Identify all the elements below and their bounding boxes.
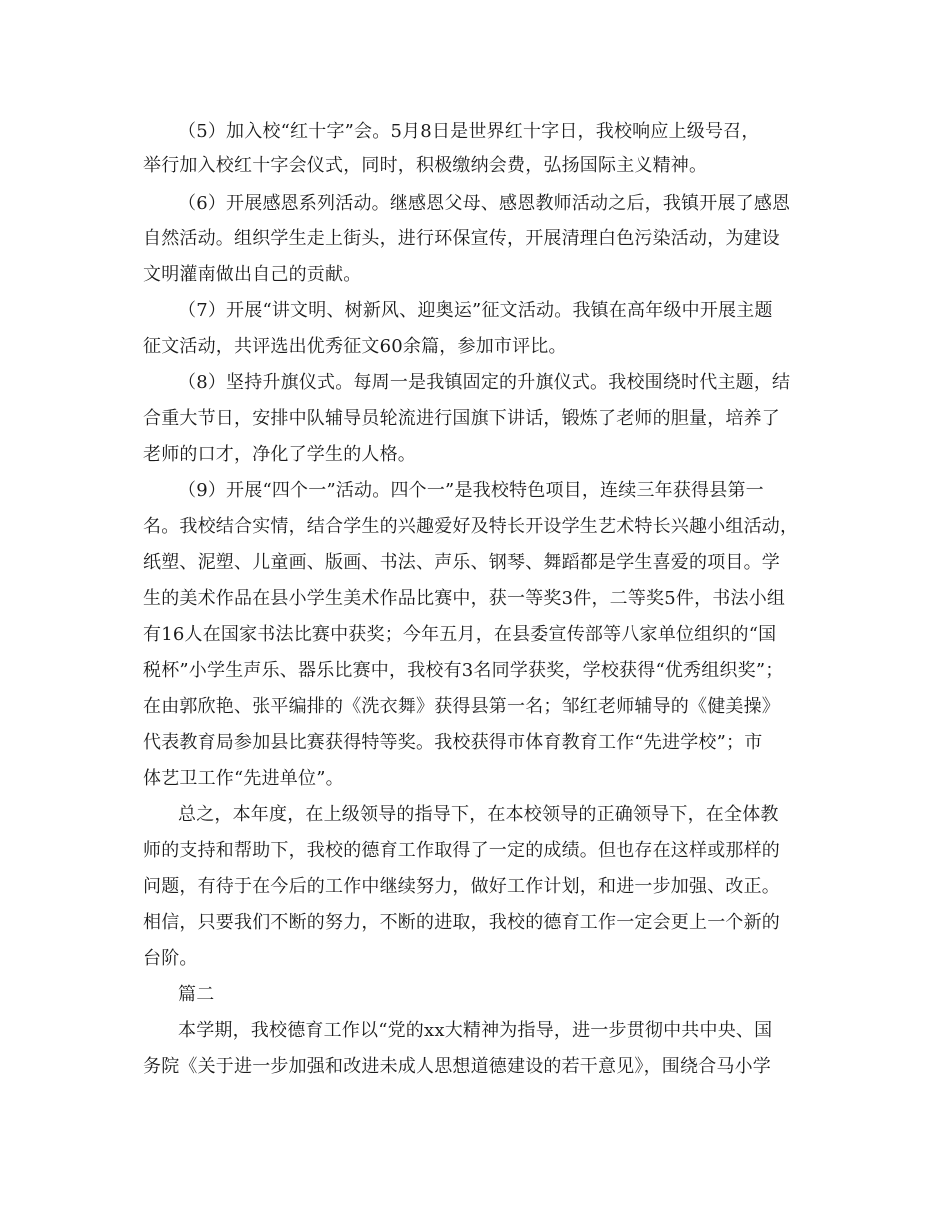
text-line: 合重大节日，安排中队辅导员轮流进行国旗下讲话，锻炼了老师的胆量，培养了 [143,408,780,429]
text-line: 台阶。 [143,948,198,969]
text-line: （6）开展感恩系列活动。继感恩父母、感恩教师活动之后，我镇开展了感恩 [178,193,791,214]
text-line: 务院《关于进一步加强和改进未成人思想道德建设的若干意见》，围绕合马小学 [143,1056,771,1077]
text-line: 体艺卫工作“先进单位”。 [143,768,344,789]
text-line: 自然活动。组织学生走上街头，进行环保宣传，开展清理白色污染活动，为建设 [143,228,780,249]
text-line: 纸塑、泥塑、儿童画、版画、书法、声乐、钢琴、舞蹈都是学生喜爱的项目。学 [143,552,780,573]
text-line: （7）开展“讲文明、树新风、迎奥运”征文活动。我镇在高年级中开展主题 [178,300,773,321]
text-line: 问题，有待于在今后的工作中继续努力，做好工作计划，和进一步加强、改正。 [143,876,780,897]
text-line: 师的支持和帮助下，我校的德育工作取得了一定的成绩。但也存在这样或那样的 [143,840,780,861]
text-line: （9）开展“四个一”活动。四个一”是我校特色项目，连续三年获得县第一 [178,480,764,501]
text-line: 文明灌南做出自己的贡献。 [143,264,362,285]
text-line: 本学期，我校德育工作以“党的xx大精神为指导，进一步贯彻中共中央、国 [178,1020,773,1041]
text-line: 举行加入校红十字会仪式，同时，积极缴纳会费，弘扬国际主义精神。 [143,155,708,176]
text-line: 代表教育局参加县比赛获得特等奖。我校获得市体育教育工作“先进学校”；市 [143,732,763,753]
text-line: 生的美术作品在县小学生美术作品比赛中，获一等奖3件，二等奖5件，书法小组 [143,588,786,609]
text-line: 总之，本年度，在上级领导的指导下，在本校领导的正确领导下，在全体教 [178,804,779,825]
section-heading: 篇二 [178,984,215,1005]
text-line: 在由郭欣艳、张平编排的《洗衣舞》获得县第一名；邹红老师辅导的《健美操》 [143,696,780,717]
text-line: （5）加入校“红十字”会。5月8日是世界红十字日，我校响应上级号召， [178,121,760,142]
text-line: 相信，只要我们不断的努力，不断的进取，我校的德育工作一定会更上一个新的 [143,912,780,933]
text-line: 税杯”小学生声乐、器乐比赛中，我校有3名同学获奖，学校获得“优秀组织奖”； [143,660,784,681]
text-line: 有16人在国家书法比赛中获奖；今年五月，在县委宣传部等八家单位组织的“国 [143,624,777,645]
text-line: （8）坚持升旗仪式。每周一是我镇固定的升旗仪式。我校围绕时代主题，结 [178,372,791,393]
text-line: 征文活动，共评选出优秀征文60余篇，参加市评比。 [143,336,567,357]
text-line: 名。我校结合实情，结合学生的兴趣爱好及特长开设学生艺术特长兴趣小组活动， [143,516,799,537]
text-line: 老师的口才，净化了学生的人格。 [143,444,416,465]
